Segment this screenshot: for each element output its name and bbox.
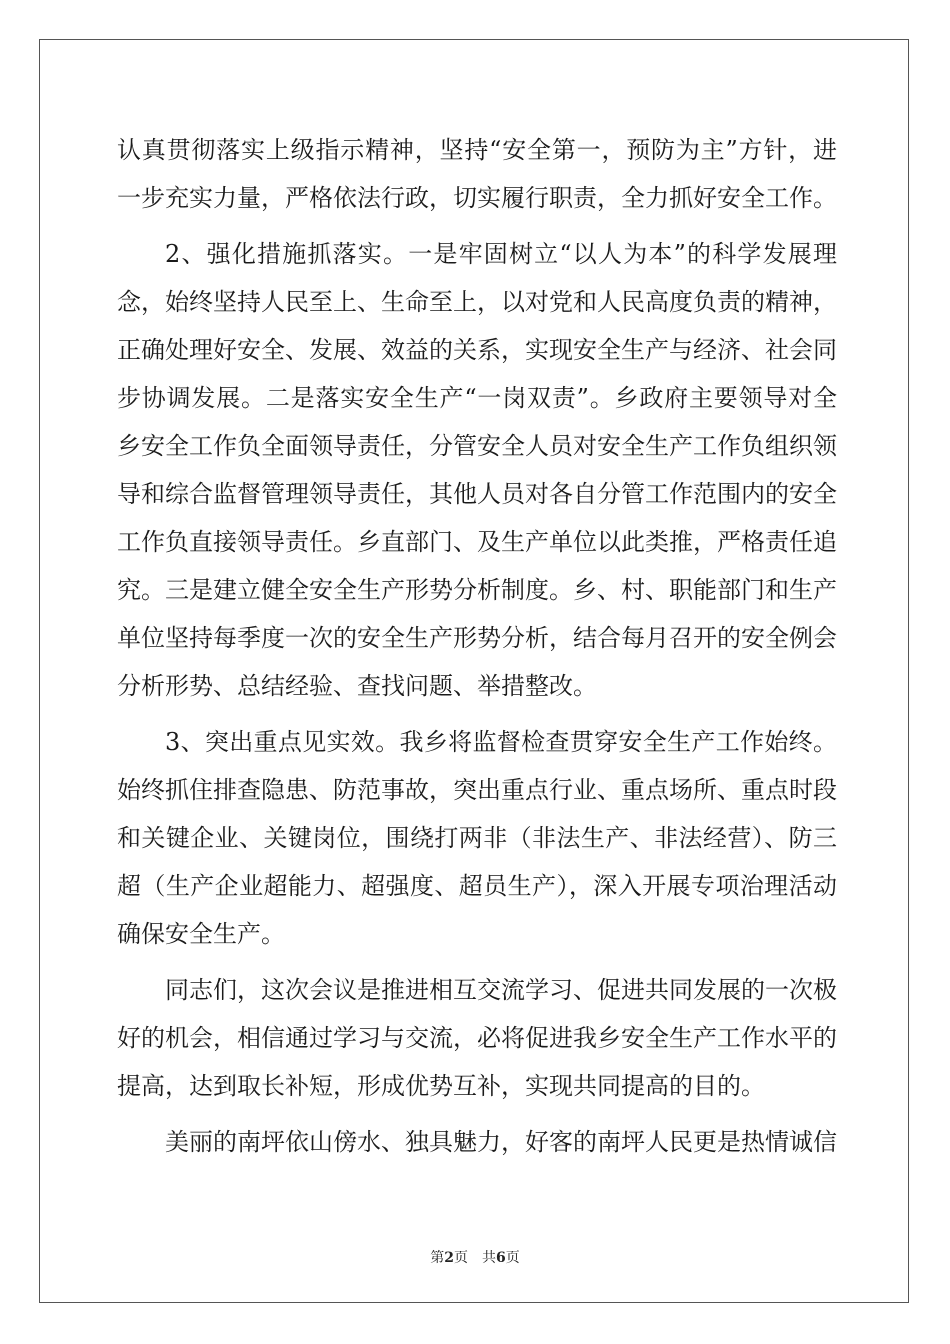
- paragraph: [117, 1118, 837, 1166]
- text-line: 单位坚持每季度一次的安全生产形势分析，结合每月召开的安全例会: [117, 624, 837, 652]
- text-line: 美丽的南坪依山傍水、独具魅力，好客的南坪人民更是热情诚信: [165, 1128, 837, 1156]
- text-line: 认真贯彻落实上级指示精神，坚持“安全第一，预防为主”方针，进: [117, 136, 837, 164]
- page-label-suffix: 页: [454, 1250, 468, 1266]
- text-line: 同志们，这次会议是推进相互交流学习、促进共同发展的一次极: [165, 976, 837, 1004]
- paragraph: [117, 966, 837, 1110]
- text-line: 2、强化措施抓落实。一是牢固树立“以人为本”的科学发展理: [165, 240, 837, 268]
- text-line: 提高，达到取长补短，形成优势互补，实现共同提高的目的。: [117, 1072, 765, 1100]
- total-page-number: 6: [496, 1250, 506, 1266]
- text-line: 3、突出重点见实效。我乡将监督检查贯穿安全生产工作始终。: [165, 728, 837, 756]
- total-label-suffix: 页: [505, 1250, 520, 1266]
- page-footer: [0, 1247, 950, 1267]
- text-line: 工作负直接领导责任。乡直部门、及生产单位以此类推，严格责任追: [117, 528, 837, 556]
- text-line: 一步充实力量，严格依法行政，切实履行职责，全力抓好安全工作。: [117, 184, 837, 212]
- text-line: 念，始终坚持人民至上、生命至上，以对党和人民高度负责的精神，: [117, 288, 837, 316]
- page-label-prefix: 第: [430, 1250, 445, 1266]
- text-line: 始终抓住排查隐患、防范事故，突出重点行业、重点场所、重点时段: [117, 776, 837, 804]
- text-line: 确保安全生产。: [117, 920, 285, 948]
- text-line: 超（生产企业超能力、超强度、超员生产），深入开展专项治理活动: [117, 872, 837, 900]
- text-line: 和关键企业、关键岗位，围绕打两非（非法生产、非法经营）、防三: [117, 824, 837, 852]
- document-body: [117, 126, 837, 1166]
- text-line: 分析形势、总结经验、查找问题、举措整改。: [117, 672, 597, 700]
- current-page-number: 2: [444, 1250, 454, 1266]
- paragraph: [117, 718, 837, 958]
- text-line: 正确处理好安全、发展、效益的关系，实现安全生产与经济、社会同: [117, 336, 837, 364]
- text-line: 好的机会，相信通过学习与交流，必将促进我乡安全生产工作水平的: [117, 1024, 837, 1052]
- paragraph: [117, 230, 837, 710]
- text-line: 步协调发展。二是落实安全生产“一岗双责”。乡政府主要领导对全: [117, 384, 837, 412]
- text-line: 导和综合监督管理领导责任，其他人员对各自分管工作范围内的安全: [117, 480, 837, 508]
- text-line: 究。三是建立健全安全生产形势分析制度。乡、村、职能部门和生产: [117, 576, 837, 604]
- total-label-prefix: 共: [482, 1250, 496, 1266]
- paragraph: [117, 126, 837, 222]
- text-line: 乡安全工作负全面领导责任，分管安全人员对安全生产工作负组织领: [117, 432, 837, 460]
